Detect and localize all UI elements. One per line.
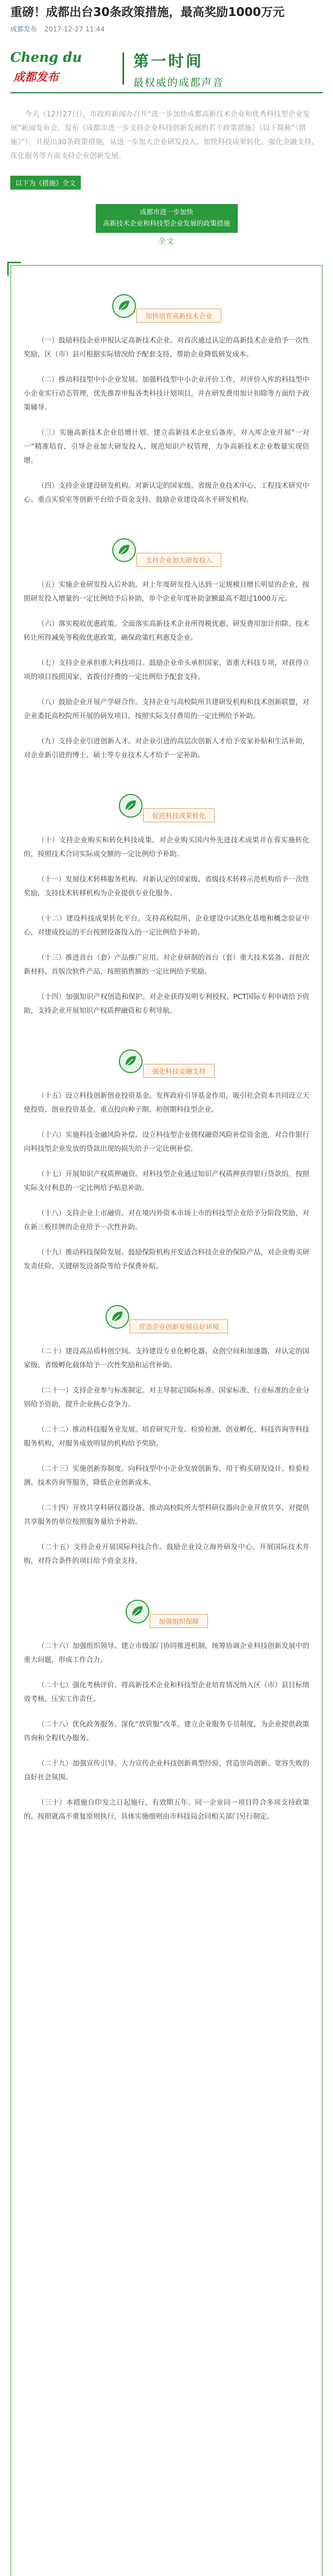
section-label: 支持企业加大研发投入 [136,553,221,567]
section-label: 促进科技成果转化 [143,808,214,822]
banner-slogan [133,48,224,89]
section-label: 强化科技金融支持 [143,1064,214,1078]
slogan-main: 第一时间 [133,52,203,71]
section-label: 加强组织保障 [150,1614,207,1628]
policy-paragraph: （三十）本措施自印发之日起施行，有效期五年。同一企业同一项目符合多项支持政策的，按照就高不重复原则执行，具体实施细则由市科技局会同相关部门另行制定。 [24,1799,309,1821]
section-header [24,1049,309,1078]
policy-paragraph: （二十五）支持企业开展国际科技合作。鼓励企业设立海外研发中心、开展国际技术并购，对符合条件的项目给予资金支持。 [24,1543,309,1565]
header-line-1: 成都市进一步加快 [139,209,194,216]
document-header [96,204,238,233]
policy-paragraph: （二十二）推动科技服务业发展。培育研究开发、检验检测、创业孵化、科技咨询等科技服务机构，对服务成效明显的机构给予奖励。 [24,1426,309,1448]
leaf-icon [118,1049,143,1074]
section-header [24,538,309,567]
leaf-icon [112,294,136,318]
policy-paragraph: （二十七）强化考核评价。将高新技术企业和科技型企业培育情况纳入区（市）县目标绩效考核，压实工作责任。 [24,1681,309,1703]
policy-paragraph: （四）支持企业建设研发机构。对新认定的国家级、省级企业技术中心、工程技术研究中心、重点实验室等创新平台给予资金支持，鼓励企业建设高水平研发机构。 [24,482,309,504]
document-frame [10,265,323,2576]
policy-paragraph: （八）鼓励企业开展产学研合作。支持企业与高校院所共建研发机构和技术创新联盟，对企业委托高校院所开展的研发项目，按照实际支付费用的一定比例给予补助。 [24,698,309,720]
lead-paragraph: 今天（12月27日），市政府新闻办召开“进一步加快成都高新技术企业和优秀科技型企业发展”新闻发布会，发布《成都市进一步支持企业科技创新发展的若干政策措施》（以下简称“《措施》”），共提出30条政策措施，从进一步加大企业研发投入、加快科技成果转化、强化金融支持、优化服务等方面支持企业创新发展。 [10,110,319,160]
article-title: 重磅！成都出台30条政策措施，最高奖励1000万元 [10,6,285,19]
policy-paragraph: （二十九）加强宣传引导。大力宣传企业科技创新典型经验，营造崇尚创新、宽容失败的良好社会氛围。 [24,1759,309,1782]
policy-paragraph: （十五）设立科技创新创业投资基金。发挥政府引导基金作用，吸引社会资本共同设立天使投资、创业投资基金，重点投向种子期、初创期科技型企业。 [24,1092,309,1114]
author-link[interactable]: 成都发布 [10,26,38,33]
banner-divider [122,53,124,84]
publish-date: 2017-12-27 11:44 [44,26,105,33]
policy-paragraph: （十）支持企业购买和转化科技成果。对企业购买国内外先进技术成果并在蓉实施转化的，按照技术合同实际成交额的一定比例给予补助。 [24,836,309,858]
logo-text-zh: 成都发布 [13,71,59,84]
section-header [24,793,309,822]
section-header [24,1599,309,1628]
leaf-icon [125,1599,150,1624]
section-header [24,294,309,323]
policy-paragraph: （九）支持企业引进创新人才。对企业引进的高层次创新人才给予安家补贴和生活补助，对企业新引进的博士、硕士等专业技术人才给予一定补助。 [24,737,309,759]
policy-paragraph: （二十六）加强组织领导。建立市级部门协同推进机制，统筹协调企业科技创新发展中的重大问题，形成工作合力。 [24,1642,309,1664]
policy-paragraph: （二十四）开放共享科研仪器设备。推动高校院所大型科研仪器向企业开放共享，对提供共享服务的单位按照服务量给予补助。 [24,1504,309,1526]
policy-paragraph: （一）鼓励科技企业申报认定高新技术企业。对首次通过认定的高新技术企业给予一次性奖励，区（市）县可根据实际情况给予配套支持，帮助企业降低研发成本。 [24,336,309,359]
section-label: 加快培育高新技术企业 [136,309,221,323]
policy-paragraph: （三）实施高新技术企业倍增计划。建立高新技术企业后备库，对入库企业开展“一对一”精准培育，引导企业加大研发投入、规范知识产权管理，力争高新技术企业数量实现倍增。 [24,429,309,465]
policy-paragraph: （十七）开展知识产权质押融资。对科技型企业通过知识产权质押获得银行贷款的，按照实际支付利息的一定比例给予贴息补助。 [24,1170,309,1192]
policy-paragraph: （二十一）支持企业参与标准制定。对主导制定国际标准、国家标准、行业标准的企业分别给予资助，提升企业核心竞争力。 [24,1386,309,1409]
policy-paragraph: （十一）发展技术转移服务机构。对新认定的国家级、省级技术转移示范机构给予一次性奖励，支持技术转移机构为企业提供专业化服务。 [24,875,309,897]
policy-paragraph: （七）支持企业承担重大科技项目。鼓励企业牵头承担国家、省重大科技专项，对获得立项的项目按照国家、省拨付经费的一定比例给予配套支持。 [24,659,309,681]
policy-paragraph: （十四）加强知识产权创造和保护。对企业获得发明专利授权、PCT国际专利申请给予资助，支持企业开展知识产权质押融资和专利导航。 [24,993,309,1015]
leaf-icon [112,538,136,563]
leaf-icon [105,1304,130,1329]
policy-paragraph: （二十八）优化政务服务。深化“放管服”改革，建立企业服务专员制度，为企业提供政策咨询和全程代办服务。 [24,1720,309,1742]
policy-paragraph: （六）落实税收优惠政策。全面落实高新技术企业所得税优惠、研发费用加计扣除、技术转让所得减免等税收优惠政策，确保政策红利惠及企业。 [24,620,309,642]
leaf-icon [118,793,143,818]
header-line-2: 高新技术企业和科技型企业发展的政策措施 [102,220,230,228]
brand-logo [10,48,103,89]
section-header [24,1304,309,1333]
policy-paragraph: （二十三）实施创新券制度。向科技型中小企业发放创新券，用于购买研发设计、检验检测、技术咨询等服务，降低企业创新成本。 [24,1465,309,1487]
article-meta [10,24,323,33]
policy-paragraph: （十九）推动科技保险发展。鼓励保险机构开发适合科技企业的保险产品，对企业购买研发责任险、关键研发设备险等给予保费补贴。 [24,1248,309,1270]
header-sub: 全文 [158,238,175,246]
policy-paragraph: （十八）支持企业上市融资。对在境内外资本市场上市的科技型企业给予分阶段奖励，对在新三板挂牌的企业给予一次性补助。 [24,1209,309,1231]
policy-paragraph: （十三）推进首台（套）产品推广应用。对企业研制的首台（套）重大技术装备、首批次新材料、首版次软件产品，按照销售额的一定比例给予奖励。 [24,954,309,976]
policy-paragraph: （十二）建设科技成果转化平台。支持高校院所、企业建设中试熟化基地和概念验证中心，对建成投运的平台按照设备投入的一定比例给予补助。 [24,914,309,937]
policy-paragraph: （二）推动科技型中小企业发展。加强科技型中小企业评价工作，对评价入库的科技型中小企业实行动态管理，优先推荐申报各类科技计划项目，并在研发费用加计扣除等方面给予政策辅导。 [24,376,309,412]
section-label: 营造企业创新发展良好环境 [130,1319,227,1333]
policy-paragraph: （十六）实施科技金融风险补偿。设立科技型企业债权融资风险补偿资金池，对合作银行向科技型企业发放的贷款出现的损失给予一定比例补偿。 [24,1131,309,1153]
policy-paragraph: （五）实施企业研发投入后补助。对上年度研发投入达到一定规模且增长明显的企业，按照研发投入增量的一定比例给予后补助，单个企业年度补助金额最高不超过1000万元。 [24,581,309,603]
logo-text-en: Cheng du [10,50,82,65]
brand-banner [10,45,323,93]
fulltext-tag: 以下为《措施》全文 [10,176,81,190]
policy-paragraph: （二十）建设高品质科创空间。支持建设专业化孵化器、众创空间和加速器，对认定的国家级、省级孵化载体给予一次性奖励和运营补助。 [24,1347,309,1369]
slogan-sub: 最权威的成都声音 [133,76,224,89]
